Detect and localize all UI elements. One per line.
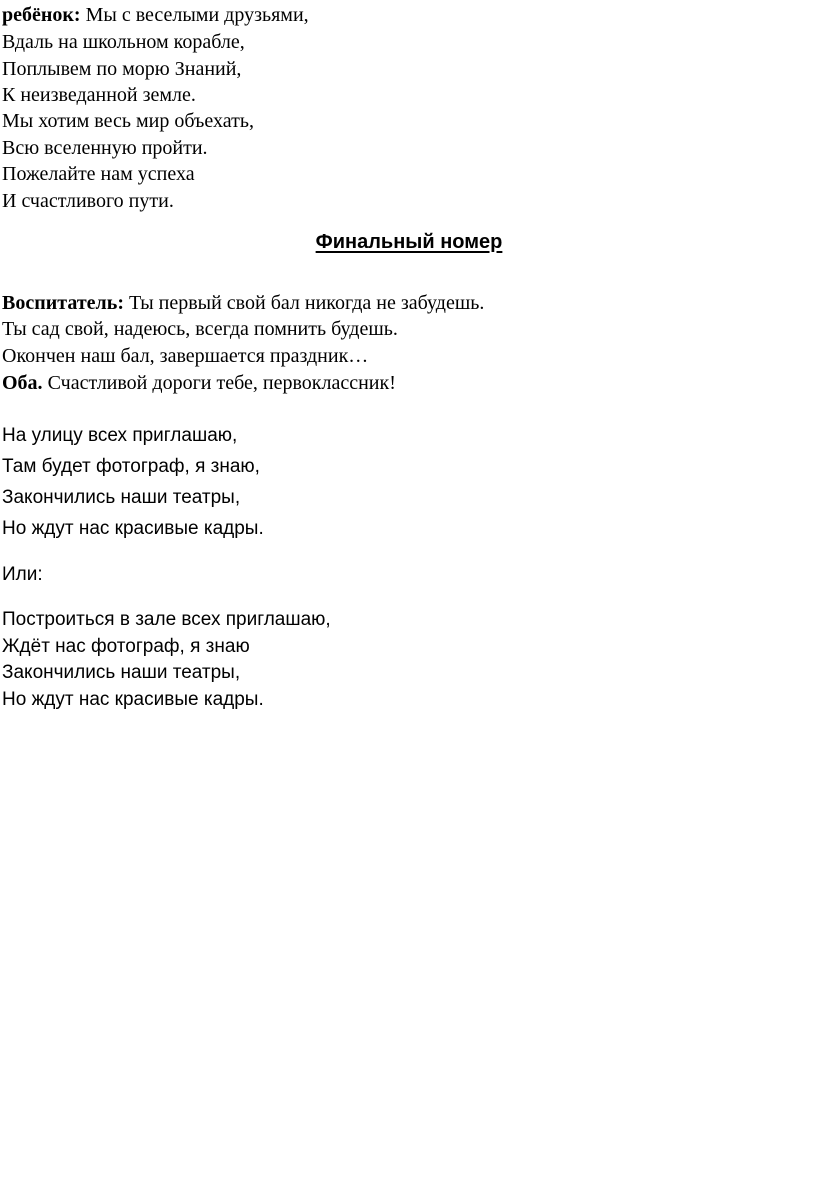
- stanza2-line-4: Но ждут нас красивые кадры.: [2, 518, 264, 539]
- speaker-child: ребёнок:: [2, 4, 81, 26]
- stanza1-line-1: [2, 2, 309, 28]
- speaker-both: Оба.: [2, 372, 43, 394]
- stanza2-line-3: Закончились наши театры,: [2, 487, 241, 508]
- stanza2-line-2: Там будет фотограф, я знаю,: [2, 456, 260, 477]
- stanza3-line-4: Но ждут нас красивые кадры.: [2, 689, 264, 710]
- stanza3-line-2: Ждёт нас фотограф, я знаю: [2, 636, 250, 657]
- dialogue-line-1: [2, 290, 484, 316]
- stanza2-line-1: На улицу всех приглашаю,: [2, 425, 238, 446]
- stanza1-line-5: Мы хотим весь мир объехать,: [2, 110, 254, 132]
- dialogue-text-4: Счастливой дороги тебе, первоклассник!: [47, 372, 396, 394]
- dialogue-line-3: Окончен наш бал, завершается праздник…: [2, 345, 369, 367]
- stanza1-text-1: Мы с веселыми друзьями,: [85, 4, 309, 26]
- stanza3-line-3: Закончились наши театры,: [2, 662, 241, 683]
- stanza1-line-6: Всю вселенную пройти.: [2, 137, 208, 159]
- stanza1-line-7: Пожелайте нам успеха: [2, 163, 195, 185]
- or-label: Или:: [2, 564, 43, 585]
- stanza1-line-3: Поплывем по морю Знаний,: [2, 58, 242, 80]
- dialogue-line-2: Ты сад свой, надеюсь, всегда помнить будешь.: [2, 318, 398, 340]
- stanza3-line-1: Построиться в зале всех приглашаю,: [2, 609, 331, 630]
- stanza1-line-8: И счастливого пути.: [2, 190, 174, 212]
- dialogue-line-4: [2, 370, 396, 396]
- stanza1-line-2: Вдаль на школьном корабле,: [2, 31, 245, 53]
- speaker-teacher: Воспитатель:: [2, 292, 124, 314]
- section-title: [0, 228, 816, 256]
- dialogue-text-1: Ты первый свой бал никогда не забудешь.: [128, 292, 485, 314]
- section-title-text: Финальный номер: [315, 231, 503, 253]
- stanza1-line-4: К неизведанной земле.: [2, 84, 196, 106]
